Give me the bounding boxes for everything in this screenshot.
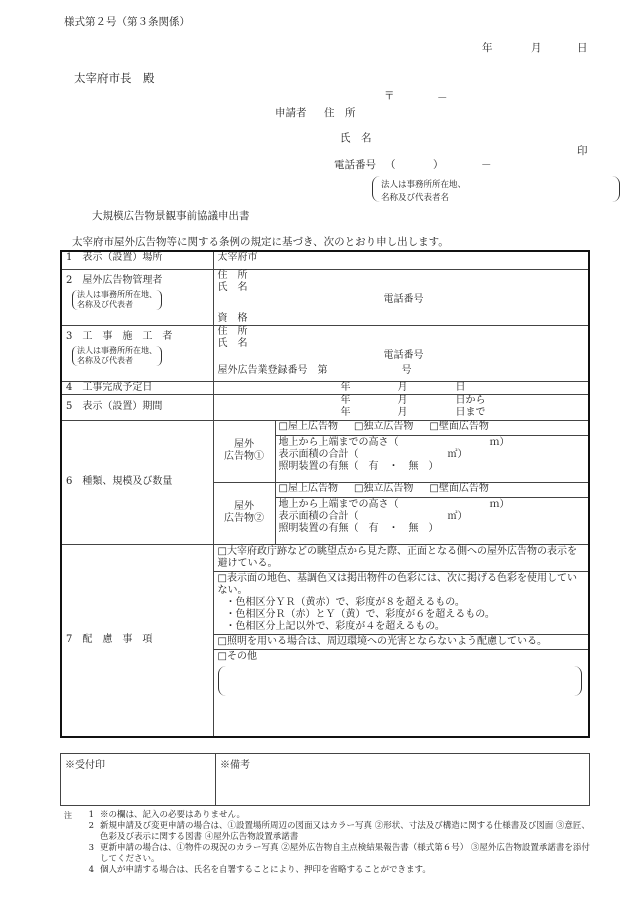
application-form-table <box>60 250 590 738</box>
ad2-type-rooftop[interactable]: □屋上広告物 <box>278 482 338 494</box>
manager-field[interactable]: 住 所 氏 名 電話番号 資 格 <box>213 269 589 325</box>
consideration-lighting[interactable]: □照明を用いる場合は、周辺環境への光害とならないよう配慮している。 <box>214 635 589 650</box>
applicant-phone-label: 電話番号 <box>334 159 376 171</box>
row5-label: 5 表示（設置）期間 <box>61 394 213 420</box>
applicant-name-label: 氏 名 <box>340 132 372 144</box>
applicant-address-label: 住 所 <box>324 107 356 119</box>
completion-date-field[interactable]: 年 月 日 <box>213 381 589 394</box>
ad1-type-wall[interactable]: □壁面広告物 <box>429 420 489 432</box>
phone-close: ） <box>433 159 444 171</box>
note-2: 新規申請及び変更申請の場合は、①設置場所周辺の図面又はカラー写真 ②形状、寸法及び構造に関する仕様書及び図面 ③意匠、色彩及び表示に関する図書 ④屋外広告物設置承諾書 <box>100 821 590 842</box>
row3-note: 法人は事務所所在地、 名称及び代表者 <box>72 346 162 366</box>
ad1-label: 屋外 広告物① <box>213 420 275 482</box>
row1-label: 1 表示（設置）場所 <box>61 251 213 269</box>
consideration-other[interactable]: □その他 <box>214 650 589 702</box>
contractor-field[interactable]: 住 所 氏 名 電話番号 屋外広告業登録番号 第 号 <box>213 325 589 381</box>
corp-note-2: 名称及び代表者名 <box>381 193 450 203</box>
location-field[interactable]: 太宰府市 <box>213 251 589 269</box>
period-field[interactable]: 年 月 日から 年 月 日まで <box>213 394 589 420</box>
note-4: 個人が申請する場合は、氏名を自署することにより、押印を省略することができます。 <box>100 865 431 875</box>
ad2-label: 屋外 広告物② <box>213 482 275 544</box>
note-1: ※の欄は、記入の必要はありません。 <box>100 810 246 820</box>
form-number: 様式第２号（第３条関係） <box>64 16 190 28</box>
note-3: 更新申請の場合は、①物件の現況のカラー写真 ②屋外広告物自主点検結果報告書（様式第６号） ③屋外広告物設置承諾書を添付してください。 <box>100 843 590 864</box>
notes-prefix: 注 <box>64 811 72 820</box>
phone-open: （ <box>385 159 396 171</box>
intro-text: 太宰府市屋外広告物等に関する条例の規定に基づき、次のとおり申し出します。 <box>72 236 449 248</box>
consideration-color[interactable]: □表示面の地色、基調色又は掲出物件の色彩には、次に掲げる色彩を使用していない。 ・色相区分ＹＲ（黄赤）で、彩度が８を超えるもの。 ・色相区分Ｒ（赤）とＹ（黄）で、彩度が６を超えるもの。 ・色相区分上記以外で、彩度が４を超えるもの。 <box>214 572 589 635</box>
office-use-table <box>60 753 590 806</box>
other-brace <box>218 666 582 696</box>
row2-label: 2 屋外広告物管理者 法人は事務所所在地、 名称及び代表者 <box>61 269 213 325</box>
ad1-details: □屋上広告物 □独立広告物 □壁面広告物 地上から上端までの高さ（ ｍ） 表示面積の合計（ ㎡） 照明装置の有無（ 有 ・ 無 ） <box>275 420 589 482</box>
date-day: 日 <box>577 42 588 54</box>
applicant-label: 申請者 <box>275 107 307 119</box>
date-year: 年 <box>482 42 493 54</box>
consideration-viewpoint[interactable]: □大宰府政庁跡などの眺望点から見た際、正面となる側への屋外広告物の表示を避けている。 <box>214 545 589 572</box>
row7-label: 7 配 慮 事 項 <box>61 544 213 737</box>
ad1-type-rooftop[interactable]: □屋上広告物 <box>278 420 338 432</box>
row2-note: 法人は事務所所在地、 名称及び代表者 <box>72 290 162 310</box>
document-title: 大規模広告物景観事前協議申出書 <box>92 210 250 222</box>
phone-dash: － <box>481 159 492 171</box>
considerations-field <box>213 544 589 737</box>
postal-dash: － <box>437 92 448 104</box>
row6-label: 6 種類、規模及び数量 <box>61 420 213 544</box>
notes: 1 ※の欄は、記入の必要はありません。 2 新規申請及び変更申請の場合は、①設置場所周辺の図面又はカラー写真 ②形状、寸法及び構造に関する仕様書及び図面 ③意匠、色彩及び表示に関する図書 ④屋外広告物設置承諾書 3 更新申請の場合は、①物件の現況のカラー写真 ②屋外広告物自主点検結果報告書（様式第６号） ③屋外広告物設置承諾書を添付してください。 4 個人が申請する場合は、氏名を自署することにより、押印を省略することができます。 <box>72 810 592 876</box>
corp-note-1: 法人は事務所所在地、 <box>381 180 467 190</box>
ad2-type-standalone[interactable]: □独立広告物 <box>353 482 414 494</box>
ad1-type-standalone[interactable]: □独立広告物 <box>353 420 414 432</box>
row4-label: 4 工事完成予定日 <box>61 381 213 394</box>
date-month: 月 <box>531 42 542 54</box>
ad2-type-wall[interactable]: □壁面広告物 <box>429 482 489 494</box>
ad2-details: □屋上広告物 □独立広告物 □壁面広告物 地上から上端までの高さ（ ｍ） 表示面積の合計（ ㎡） 照明装置の有無（ 有 ・ 無 ） <box>275 482 589 544</box>
remarks: ※備考 <box>216 754 590 806</box>
row3-label: 3 工 事 施 工 者 法人は事務所所在地、 名称及び代表者 <box>61 325 213 381</box>
addressee: 太宰府市長 殿 <box>74 71 155 85</box>
reception-stamp: ※受付印 <box>61 754 216 806</box>
postal-mark: 〒 <box>384 90 395 102</box>
seal-mark: 印 <box>577 145 588 157</box>
